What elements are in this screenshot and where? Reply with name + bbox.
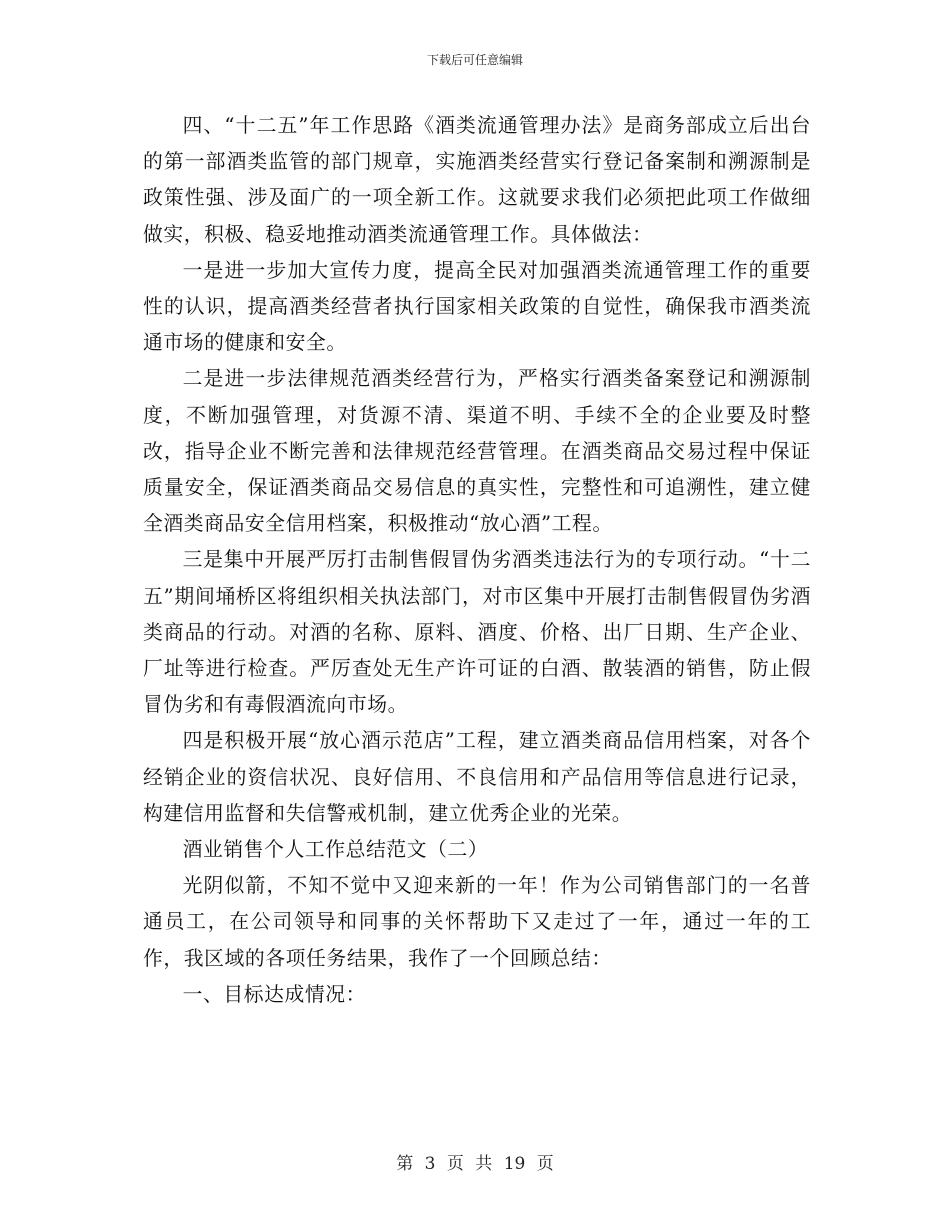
paragraph-point-two: 二是进一步法律规范酒类经营行为，严格实行酒类备案登记和溯源制度，不断加强管理，对货源不清、渠道不明、手续不全的企业要及时整改，指导企业不断完善和法律规范经营管理。在酒类商品交易过程中保证质量安全，保证酒类商品交易信息的真实性，完整性和可追溯性，建立健全酒类商品安全信用档案，积极推动“放心酒”工程。 — [143, 367, 811, 536]
paragraph-intro: 光阴似箭，不知不觉中又迎来新的一年！作为公司销售部门的一名普通员工，在公司领导和同事的关怀帮助下又走过了一年，通过一年的工作，我区域的各项任务结果，我作了一个回顾总结： — [143, 874, 811, 970]
paragraph-point-four: 四是积极开展“放心酒示范店”工程，建立酒类商品信用档案，对各个经销企业的资信状况、良好信用、不良信用和产品信用等信息进行记录，构建信用监督和失信警戒机制，建立优秀企业的光荣。 — [143, 729, 811, 825]
page-footer: 第 3 页 共 19 页 — [396, 1154, 554, 1174]
paragraph-work-plan: 四、“十二五”年工作思路《酒类流通管理办法》是商务部成立后出台的第一部酒类监管的部门规章，实施酒类经营实行登记备案制和溯源制是政策性强、涉及面广的一项全新工作。这就要求我们必须把此项工作做细做实，积极、稳妥地推动酒类流通管理工作。具体做法： — [143, 114, 811, 246]
page-header: 下载后可任意编辑 — [426, 53, 523, 67]
subheading-goals: 一、目标达成情况： — [182, 982, 367, 1006]
document-body — [143, 108, 811, 1013]
section-title: 酒业销售个人工作总结范文（二） — [182, 838, 489, 862]
paragraph-point-one: 一是进一步加大宣传力度，提高全民对加强酒类流通管理工作的重要性的认识，提高酒类经营者执行国家相关政策的自觉性，确保我市酒类流通市场的健康和安全。 — [143, 258, 811, 355]
paragraph-point-three: 三是集中开展严厉打击制售假冒伪劣酒类违法行为的专项行动。“十二五”期间埇桥区将组织相关执法部门，对市区集中开展打击制售假冒伪劣酒类商品的行动。对酒的名称、原料、酒度、价格、出厂日期、生产企业、厂址等进行检查。严厉查处无生产许可证的白酒、散装酒的销售，防止假冒伪劣和有毒假酒流向市场。 — [143, 548, 811, 717]
